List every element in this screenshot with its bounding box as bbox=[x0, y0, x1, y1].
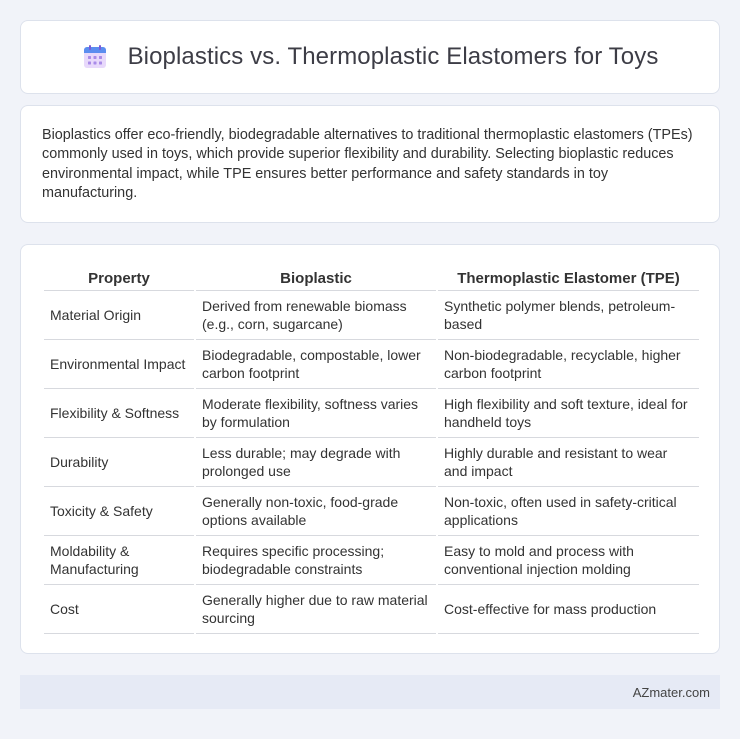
footer-site-link[interactable]: AZmater.com bbox=[632, 684, 710, 700]
cell-bioplastic: Generally non-toxic, food-grade options available bbox=[196, 487, 436, 536]
table-row bbox=[44, 291, 699, 340]
table-row bbox=[44, 487, 699, 536]
header-tpe: Thermoplastic Elastomer (TPE) bbox=[438, 267, 699, 291]
table-row bbox=[44, 389, 699, 438]
table-row bbox=[44, 585, 699, 634]
comparison-card bbox=[20, 244, 720, 654]
footer bbox=[20, 675, 720, 709]
cell-bioplastic: Less durable; may degrade with prolonged use bbox=[196, 438, 436, 487]
cell-tpe: Cost-effective for mass production bbox=[438, 585, 699, 634]
cell-tpe: Easy to mold and process with conventional injection molding bbox=[438, 536, 699, 585]
cell-bioplastic: Moderate flexibility, softness varies by formulation bbox=[196, 389, 436, 438]
cell-property: Moldability & Manufacturing bbox=[44, 536, 194, 585]
cell-tpe: High flexibility and soft texture, ideal for handheld toys bbox=[438, 389, 699, 438]
calendar-icon bbox=[82, 44, 108, 70]
cell-bioplastic: Derived from renewable biomass (e.g., corn, sugarcane) bbox=[196, 291, 436, 340]
cell-tpe: Highly durable and resistant to wear and impact bbox=[438, 438, 699, 487]
cell-tpe: Synthetic polymer blends, petroleum-based bbox=[438, 291, 699, 340]
table-row bbox=[44, 340, 699, 389]
cell-property: Material Origin bbox=[44, 291, 194, 340]
cell-tpe: Non-biodegradable, recyclable, higher carbon footprint bbox=[438, 340, 699, 389]
table-row bbox=[44, 438, 699, 487]
cell-property: Durability bbox=[44, 438, 194, 487]
table-header-row bbox=[44, 267, 699, 291]
comparison-table bbox=[42, 267, 701, 634]
cell-property: Environmental Impact bbox=[44, 340, 194, 389]
cell-bioplastic: Generally higher due to raw material sourcing bbox=[196, 585, 436, 634]
cell-property: Toxicity & Safety bbox=[44, 487, 194, 536]
cell-property: Flexibility & Softness bbox=[44, 389, 194, 438]
intro-paragraph: Bioplastics offer eco-friendly, biodegradable alternatives to traditional thermoplastic elastomers (TPEs) commonly used in toys, which provide superior flexibility and durability. Selecting bioplastic reduces environmental impact, while TPE ensures better performance and safety standards in toy manufacturing. bbox=[42, 127, 693, 202]
title-card bbox=[20, 20, 720, 94]
header-property: Property bbox=[44, 267, 194, 291]
table-row bbox=[44, 536, 699, 585]
intro-card bbox=[20, 105, 720, 223]
cell-bioplastic: Requires specific processing; biodegradable constraints bbox=[196, 536, 436, 585]
header-bioplastic: Bioplastic bbox=[196, 267, 436, 291]
cell-tpe: Non-toxic, often used in safety-critical applications bbox=[438, 487, 699, 536]
cell-property: Cost bbox=[44, 585, 194, 634]
page-title: Bioplastics vs. Thermoplastic Elastomers for Toys bbox=[127, 43, 659, 70]
cell-bioplastic: Biodegradable, compostable, lower carbon footprint bbox=[196, 340, 436, 389]
